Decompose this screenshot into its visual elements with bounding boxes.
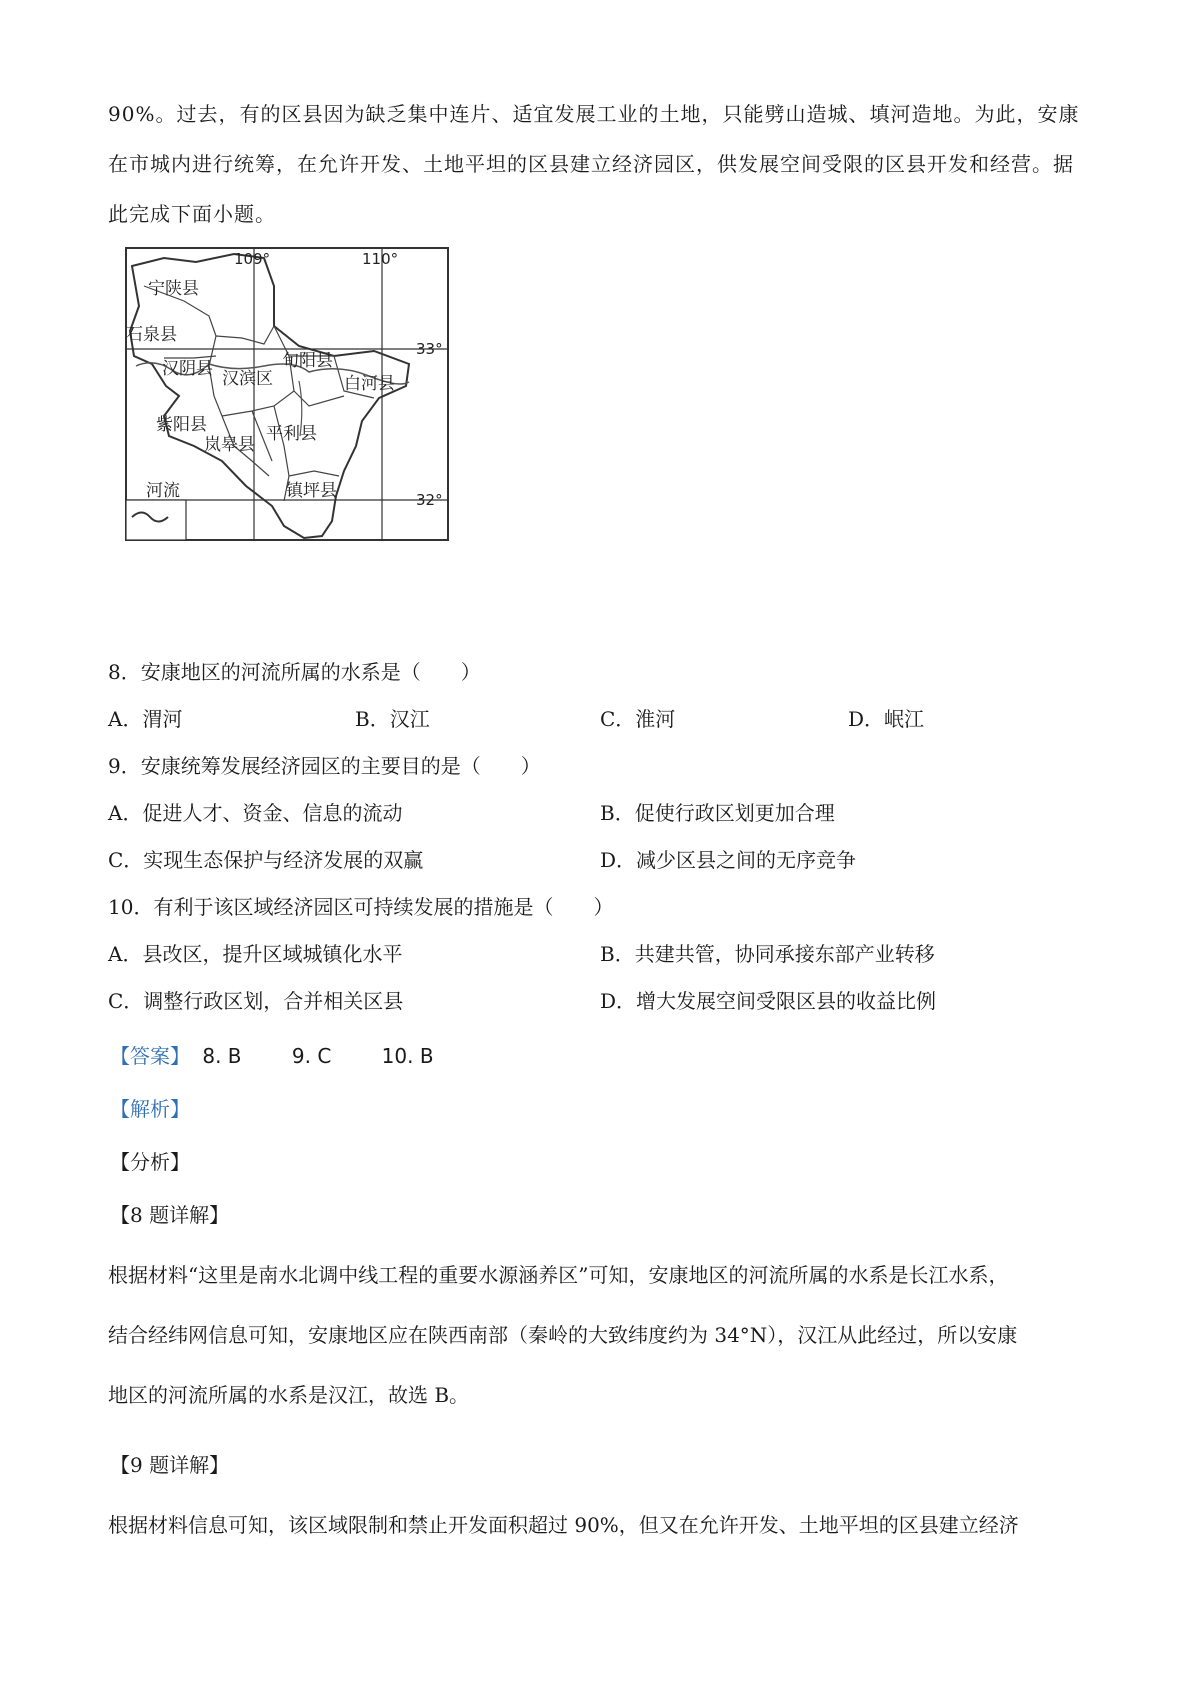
q8-detail-line-3: 地区的河流所属的水系是汉江，故选 B。 xyxy=(108,1383,470,1407)
q8-detail-heading: 【8 题详解】 xyxy=(110,1203,230,1227)
q10-stem: 10．有利于该区域经济园区可持续发展的措施是（ ） xyxy=(108,895,614,919)
answer-9: 9. C xyxy=(291,1044,332,1068)
q8-detail-line-2: 结合经纬网信息可知，安康地区应在陕西南部（秦岭的大致纬度约为 34°N），汉江从此经过，所以安康 xyxy=(108,1323,1018,1347)
county-label-shiquan: 石泉县 xyxy=(126,325,177,345)
answer-row xyxy=(110,1040,434,1069)
q9-stem: 9．安康统筹发展经济园区的主要目的是（ ） xyxy=(108,754,541,778)
legend-river-label: 河流 xyxy=(146,481,180,501)
lat-label-33: 33° xyxy=(416,340,443,358)
county-label-ningshan: 宁陕县 xyxy=(148,279,199,299)
q10-option-c: C．调整行政区划，合并相关区县 xyxy=(108,989,404,1013)
lat-label-32: 32° xyxy=(416,491,443,509)
analysis-tag: 【解析】 xyxy=(110,1097,190,1121)
county-label-xunyang: 旬阳县 xyxy=(282,351,333,371)
q10-option-b: B．共建共管，协同承接东部产业转移 xyxy=(600,942,935,966)
q9-detail-heading: 【9 题详解】 xyxy=(110,1453,230,1477)
ankang-map xyxy=(124,246,454,556)
intro-line-1: 90%。过去，有的区县因为缺乏集中连片、适宜发展工业的土地，只能劈山造城、填河造地。为此，安康 xyxy=(108,102,1080,126)
lon-label-109: 109° xyxy=(234,250,271,268)
q9-option-c: C．实现生态保护与经济发展的双赢 xyxy=(108,848,424,872)
intro-line-3: 此完成下面小题。 xyxy=(108,202,276,226)
answer-tag: 【答案】 xyxy=(110,1044,190,1068)
county-label-hanbin: 汉滨区 xyxy=(222,369,273,389)
fenxi-heading: 【分析】 xyxy=(110,1150,190,1174)
intro-line-2: 在市城内进行统筹，在允许开发、土地平坦的区县建立经济园区，供发展空间受限的区县开发和经营。据 xyxy=(108,152,1074,176)
q10-option-a: A．县改区，提升区域城镇化水平 xyxy=(108,942,403,966)
county-label-langao: 岚皋县 xyxy=(204,435,255,455)
q9-detail-line-1: 根据材料信息可知，该区域限制和禁止开发面积超过 90%，但又在允许开发、土地平坦的区县建立经济 xyxy=(108,1513,1019,1537)
q8-option-c: C．淮河 xyxy=(600,707,676,731)
county-label-zhenping: 镇坪县 xyxy=(286,481,337,501)
lon-label-110: 110° xyxy=(362,250,399,268)
q8-option-d: D．岷江 xyxy=(848,707,925,731)
county-label-ziyang: 紫阳县 xyxy=(156,415,207,435)
q8-option-b: B．汉江 xyxy=(355,707,430,731)
county-label-pingli: 平利县 xyxy=(266,424,317,444)
answer-10: 10. B xyxy=(381,1044,434,1068)
answer-8: 8. B xyxy=(202,1044,242,1068)
q8-detail-line-1: 根据材料“这里是南水北调中线工程的重要水源涵养区”可知，安康地区的河流所属的水系是长江水系， xyxy=(108,1263,1009,1287)
q8-stem: 8．安康地区的河流所属的水系是（ ） xyxy=(108,660,481,684)
q10-option-d: D．增大发展空间受限区县的收益比例 xyxy=(600,989,937,1013)
q9-option-d: D．减少区县之间的无序竞争 xyxy=(600,848,857,872)
county-label-hanyin: 汉阴县 xyxy=(162,359,213,379)
q8-option-a: A．渭河 xyxy=(108,707,183,731)
q9-option-b: B．促使行政区划更加合理 xyxy=(600,801,835,825)
county-label-baihe: 白河县 xyxy=(344,374,395,394)
q9-option-a: A．促进人才、资金、信息的流动 xyxy=(108,801,403,825)
